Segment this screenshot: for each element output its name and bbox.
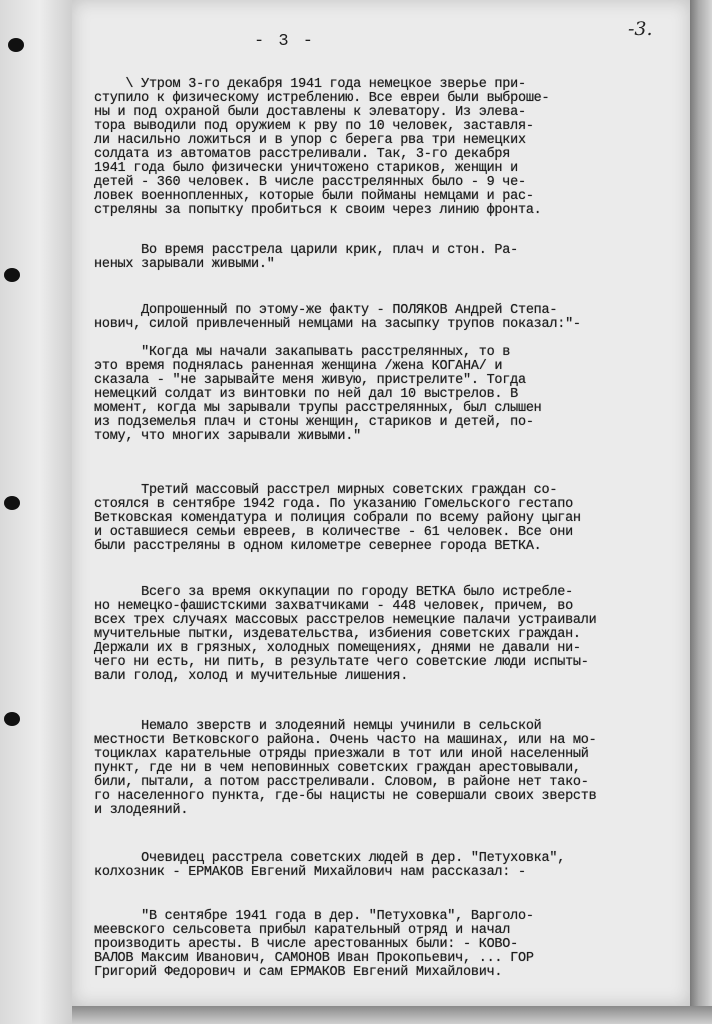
punch-hole: [8, 38, 24, 52]
text-line: Допрошенный по этому-же факту - ПОЛЯКОВ Андрей Степа-: [94, 303, 558, 318]
handwritten-page-number: -3.: [628, 18, 653, 40]
text-line: тора выводили под оружием к рву по 10 человек, заставля-: [94, 119, 534, 134]
text-line: мучительные пытки, издевательства, избиения советских граждан.: [94, 627, 581, 642]
text-line: сказала - "не зарывайте меня живую, пристрелите". Тогда: [94, 373, 526, 388]
text-line: чего ни есть, ни пить, в результате чего советские люди испыты-: [94, 655, 589, 670]
text-line: били, пытали, а потом расстреливали. Словом, в районе нет тако-: [94, 775, 589, 790]
paragraph-3: [94, 304, 686, 332]
text-line: Григорий Федорович и сам ЕРМАКОВ Евгений Михайлович.: [94, 965, 503, 980]
text-line: стреляны за попытку пробиться к своим через линию фронта.: [94, 203, 542, 218]
text-line: немецкий солдат из винтовки по ней дал 10 выстрелов. В: [94, 387, 518, 402]
paragraph-1: [94, 78, 686, 218]
scan-left-margin: [0, 0, 72, 1024]
text-line: были расстреляны в одном километре севернее города ВЕТКА.: [94, 539, 542, 554]
text-line: \ Утром 3-го декабря 1941 года немецкое зверье при-: [94, 77, 526, 92]
text-line: всех трех случаях массовых расстрелов немецкие палачи устраивали: [94, 613, 597, 628]
paragraph-7: [94, 720, 686, 818]
text-line: стоялся в сентябре 1942 года. По указанию Гомельского гестапо: [94, 497, 573, 512]
text-line: "В сентябре 1941 года в дер. "Петуховка", Варголо-: [94, 909, 534, 924]
text-line: детей - 360 человек. В числе расстрелянных было - 9 че-: [94, 175, 526, 190]
text-line: момент, когда мы зарывали трупы расстрелянных, был слышен: [94, 401, 542, 416]
text-line: пункт, где ни в чем неповинных советских граждан арестовывали,: [94, 761, 581, 776]
text-line: тому, что многих зарывали живыми.": [94, 429, 361, 444]
text-line: Очевидец расстрела советских людей в дер. "Петуховка",: [94, 851, 566, 866]
text-line: тоциклах карательные отряды приезжали в тот или иной населенный: [94, 747, 589, 762]
punch-hole: [4, 496, 20, 510]
text-line: ны и под охраной были доставлены к элеватору. Из элева-: [94, 105, 526, 120]
punch-hole: [4, 712, 20, 726]
paragraph-6: [94, 586, 686, 684]
paragraph-2: [94, 244, 686, 272]
text-line: вали голод, холод и мучительные лишения.: [94, 669, 409, 684]
text-line: ловек военнопленных, которые были пойманы немцами и рас-: [94, 189, 534, 204]
scan-bottom-edge: [72, 1006, 712, 1024]
text-line: го населенного пункта, где-бы нацисты не совершали своих зверств: [94, 789, 597, 804]
text-line: из подземелья плач и стоны женщин, стариков и детей, по-: [94, 415, 534, 430]
text-line: колхозник - ЕРМАКОВ Евгений Михайлович нам рассказал: -: [94, 865, 526, 880]
text-line: меевского сельсовета прибыл карательный отряд и начал: [94, 923, 511, 938]
text-line: Во время расстрела царили крик, плач и стон. Ра-: [94, 243, 518, 258]
text-line: это время поднялась раненная женщина /жена КОГАНА/ и: [94, 359, 503, 374]
text-line: но немецко-фашистскими захватчиками - 448 человек, причем, во: [94, 599, 573, 614]
page-number: - 3 -: [254, 32, 316, 51]
text-line: ли насильно ложиться и в упор с берега рва три немецких: [94, 133, 526, 148]
text-line: Держали их в грязных, холодных помещениях, днями не давали ни-: [94, 641, 581, 656]
text-line: нович, силой привлеченный немцами на засыпку трупов показал:"-: [94, 317, 581, 332]
text-line: местности Ветковского района. Очень часто на машинах, или на мо-: [94, 733, 597, 748]
text-line: Немало зверств и злодеяний немцы учинили в сельской: [94, 719, 542, 734]
scan-right-edge: [690, 0, 712, 1024]
text-line: Третий массовый расстрел мирных советских граждан со-: [94, 483, 558, 498]
text-line: Всего за время оккупации по городу ВЕТКА было истребле-: [94, 585, 573, 600]
paragraph-5: [94, 484, 686, 554]
text-line: "Когда мы начали закапывать расстрелянных, то в: [94, 345, 511, 360]
text-line: и злодеяний.: [94, 803, 189, 818]
text-line: неных зарывали живыми.": [94, 257, 275, 272]
paragraph-8: [94, 852, 686, 880]
text-line: производить аресты. В числе арестованных были: - КОВО-: [94, 937, 518, 952]
text-line: 1941 года было физически уничтожено стариков, женщин и: [94, 161, 518, 176]
text-line: и оставшиеся семьи евреев, в количестве - 61 человек. Все они: [94, 525, 573, 540]
text-line: Ветковская комендатура и полиция собрали по всему району цыган: [94, 511, 581, 526]
paragraph-4: [94, 346, 686, 444]
punch-hole: [4, 268, 20, 282]
text-line: солдата из автоматов расстреливали. Так, 3-го декабря: [94, 147, 511, 162]
paragraph-9: [94, 910, 686, 980]
text-line: ступило к физическому истреблению. Все евреи были выброше-: [94, 91, 550, 106]
text-line: ВАЛОВ Максим Иванович, САМОНОВ Иван Прокопьевич, ... ГОР: [94, 951, 534, 966]
